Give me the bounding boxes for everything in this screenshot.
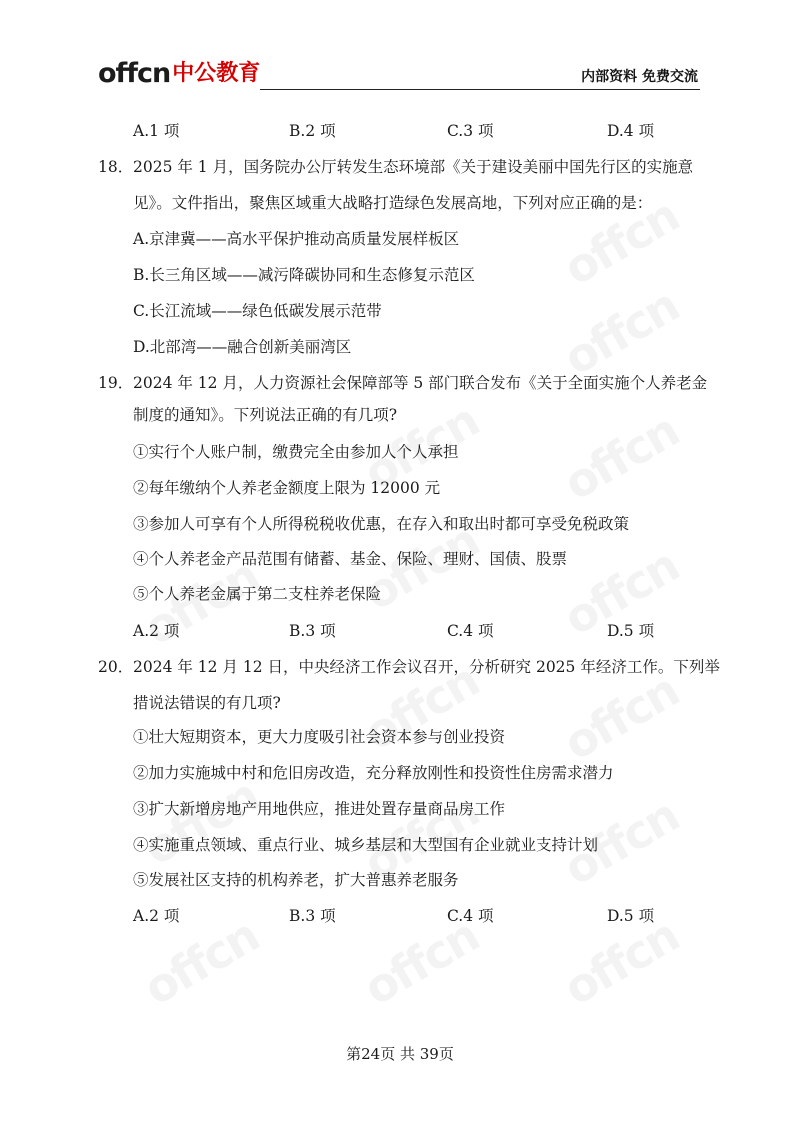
- question-number: 20．: [98, 658, 134, 676]
- question-stem: 2024 年 12 月 12 日，中央经济工作会议召开，分析研究 2025 年经济工作。下列举: [133, 658, 720, 676]
- option-a: A.2 项: [133, 622, 180, 640]
- statement-item: ④个人养老金产品范围有储蓄、基金、保险、理财、国债、股票: [133, 550, 568, 568]
- question-stem: 见》。文件指出，聚焦区域重大战略打造绿色发展高地，下列对应正确的是：: [133, 194, 653, 212]
- statement-item: ⑤发展社区支持的机构养老，扩大普惠养老服务: [133, 871, 459, 889]
- option-c: C.4 项: [447, 907, 494, 925]
- option-c: C.长江流域——绿色低碳发展示范带: [133, 302, 382, 320]
- question-stem: 2025 年 1 月，国务院办公厅转发生态环境部《关于建设美丽中国先行区的实施意: [133, 158, 694, 176]
- option-b: B.3 项: [289, 622, 336, 640]
- logo-cn-text: 中公教育: [172, 61, 261, 86]
- statement-item: ①壮大短期资本，更大力度吸引社会资本参与创业投资: [133, 728, 506, 746]
- statement-item: ②加力实施城中村和危旧房改造，充分释放刚性和投资性住房需求潜力: [133, 764, 614, 782]
- statement-item: ①实行个人账户制，缴费完全由参加人个人承担: [133, 443, 459, 461]
- option-d: D.5 项: [607, 622, 655, 640]
- statement-item: ③扩大新增房地产用地供应，推进处置存量商品房工作: [133, 800, 506, 818]
- header-tag: 内部资料 免费交流: [581, 69, 698, 85]
- question-number: 19．: [98, 374, 134, 392]
- option-d: D.4 项: [607, 122, 655, 140]
- page-number: 第24页 共 39页: [346, 1045, 454, 1063]
- question-stem: 制度的通知》。下列说法正确的有几项?: [133, 406, 398, 424]
- option-a: A.2 项: [133, 907, 180, 925]
- option-b: B.长三角区域——减污降碳协同和生态修复示范区: [133, 266, 475, 284]
- option-c: C.3 项: [447, 122, 494, 140]
- option-a: A.1 项: [133, 122, 180, 140]
- option-d: D.5 项: [607, 907, 655, 925]
- option-c: C.4 项: [447, 622, 494, 640]
- option-d: D.北部湾——融合创新美丽湾区: [133, 338, 352, 356]
- option-b: B.2 项: [289, 122, 336, 140]
- statement-item: ⑤个人养老金属于第二支柱养老保险: [133, 585, 382, 603]
- statement-item: ③参加人可享有个人所得税税收优惠，在存入和取出时都可享受免税政策: [133, 515, 630, 533]
- statement-item: ④实施重点领域、重点行业、城乡基层和大型国有企业就业支持计划: [133, 836, 599, 854]
- question-stem: 措说法错误的有几项?: [133, 694, 281, 712]
- statement-item: ②每年缴纳个人养老金额度上限为 12000 元: [133, 479, 441, 497]
- option-a: A.京津冀——高水平保护推动高质量发展样板区: [133, 230, 460, 248]
- logo-latin-text: offcn: [98, 58, 171, 89]
- question-stem: 2024 年 12 月，人力资源社会保障部等 5 部门联合发布《关于全面实施个人养老金: [133, 374, 708, 392]
- option-b: B.3 项: [289, 907, 336, 925]
- question-number: 18．: [98, 158, 134, 176]
